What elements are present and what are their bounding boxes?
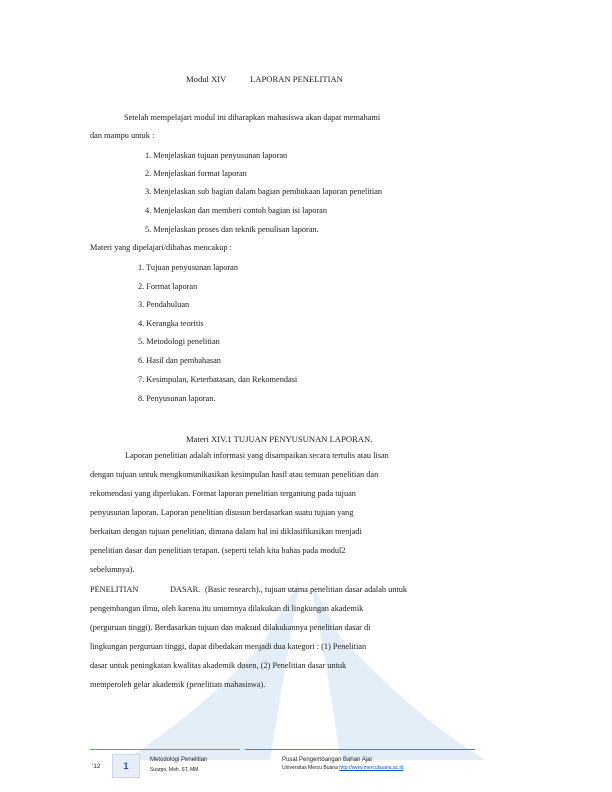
footer-university: [282, 765, 403, 771]
objective-item: 3. Menjelaskan sub bagian dalam bagian pembukaan laporan penelitian: [145, 187, 383, 196]
body-line: penyusunan laporan. Laporan penelitian disusun berdasarkan suatu tujuan yang: [90, 508, 354, 517]
term-label: PENELITIAN: [90, 585, 139, 594]
materi-intro: Materi yang dipelajari/dibahas mencakup :: [90, 243, 232, 252]
footer-university-name: Universitas Mercu Buana: [282, 765, 338, 771]
materi-item: 5. Metodologi penelitian: [138, 337, 220, 346]
footer-center: Pusat Pengembangan Bahan Ajar: [282, 757, 373, 763]
footer-code: '12: [92, 763, 101, 770]
page-number: 1: [112, 754, 140, 778]
materi-item: 8. Penyusunan laporan.: [138, 394, 216, 403]
materi-item: 6. Hasil dan pembahasan: [138, 356, 221, 365]
materi-item: 1. Tujuan penyusunan laporan: [138, 263, 239, 272]
body-line: pengembangan ilmu, oleh karena itu umumnya dilakukan di lingkungan akademik: [90, 604, 364, 613]
term-label: DASAR.: [170, 585, 201, 594]
footer-author: Suarpo, Moh. ST, MM: [150, 767, 199, 773]
objective-item: 1. Menjelaskan tujuan penyusunan laporan: [145, 151, 288, 160]
materi-item: 3. Pendahuluan: [138, 300, 190, 309]
module-number: Modul XIV: [186, 74, 227, 84]
body-line: lingkungan perguruan tinggi, dapat dibedakan menjadi dua kategori : (1) Penelitian: [90, 642, 367, 651]
page-title: LAPORAN PENELITIAN: [250, 74, 343, 84]
body-line: penelitian dasar dan penelitian terapan. (seperti telah kita bahas pada modul2: [90, 546, 346, 555]
objective-item: 4. Menjelaskan dan memberi contoh bagian isi laporan: [145, 206, 328, 215]
materi-item: 2. Format laporan: [138, 282, 198, 291]
footer-link[interactable]: http://www.mercubuana.ac.id: [339, 765, 404, 771]
footer-divider: [245, 749, 475, 750]
intro-line: Setelah mempelajari modul ini diharapkan mahasiswa akan dapat memahami: [124, 113, 381, 122]
body-line: dengan tujuan untuk mengkomunikasikan kesimpulan hasil atau temuan penelitian dan: [90, 470, 379, 479]
materi-item: 7. Kesimpulan, Keterbatasan, dan Rekomendasi: [138, 375, 298, 384]
body-line: dasar untuk peningkatan kwalitas akademik dosen, (2) Penelitian dasar untuk: [90, 661, 347, 670]
body-line: berkaitan dengan tujuan penelitian, dimana dalam hal ini diklasifikasikan menjadi: [90, 527, 362, 536]
body-line: Laporan penelitian adalah informasi yang disampaikan secara tertulis atau lisan: [125, 451, 389, 460]
body-line: sebelumnya).: [90, 565, 135, 574]
footer-divider: [90, 749, 240, 750]
footer-course: Metodologi Penelitian: [150, 757, 208, 763]
body-line: (perguruan tinggi). Berdasarkan tujuan dan maksud dilakukannya penelitian dasar di: [90, 623, 371, 632]
objective-item: 5. Menjelaskan proses dan teknik penulisan laporan.: [145, 225, 319, 234]
objective-item: 2. Menjelaskan format laporan: [145, 169, 247, 178]
body-line: rekomendasi yang diperlukan. Format laporan penelitian tergantung pada tujuan: [90, 489, 356, 498]
intro-line: dan mampu untuk :: [90, 131, 155, 140]
materi-item: 4. Kerangka teoritis: [138, 319, 204, 328]
body-line: memperoleh gelar akademik (penelitian mahasiswa).: [90, 680, 266, 689]
body-line: (Basic research)., tujuan utama penelitian dasar adalah untuk: [205, 585, 408, 594]
section-title: Materi XIV.1 TUJUAN PENYUSUNAN LAPORAN.: [186, 434, 373, 444]
